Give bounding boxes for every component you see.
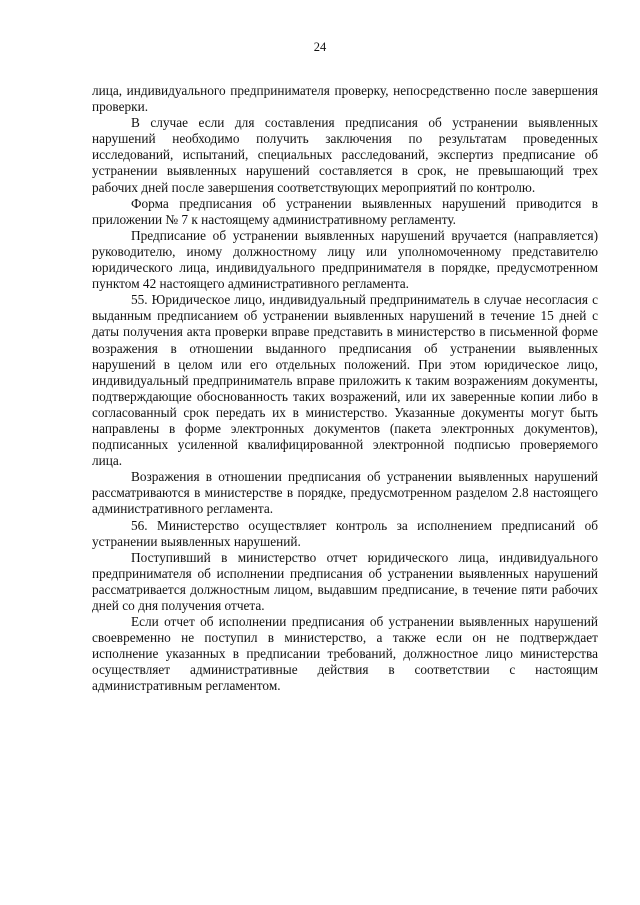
paragraph-report-missing: Если отчет об исполнении предписания об устранении выявленных нарушений своевременно не поступил в министерство, а также если он не подтверждает исполнение указанных в предписании требований, должностное лицо министерства осуществляет административные действия в соответствии с настоящим административным регламентом.: [92, 614, 598, 694]
paragraph-report-review: Поступивший в министерство отчет юридического лица, индивидуального предпринимателя об исполнении предписания об устранении выявленных нарушений рассматривается должностным лицом, выдавшим предписание, в течение пяти рабочих дней со дня получения отчета.: [92, 549, 598, 613]
paragraph-continuation: лица, индивидуального предпринимателя проверку, непосредственно после завершения проверки.: [92, 83, 598, 115]
paragraph-item-55: 55. Юридическое лицо, индивидуальный предприниматель в случае несогласия с выданным предписанием об устранении выявленных нарушений в течение 15 дней с даты получения акта проверки вправе представить в министерство в письменной форме возражения в отношении выданного предписания об устранении выявленных нарушений в целом или его отдельных положений. При этом юридическое лицо, индивидуальный предприниматель вправе приложить к таким возражениям документы, подтверждающие обоснованность таких возражений, или их заверенные копии либо в согласованный срок передать их в министерство. Указанные документы могут быть направлены в форме электронных документов (пакета электронных документов), подписанных усиленной квалифицированной электронной подписью проверяемого лица.: [92, 292, 598, 469]
document-body: [92, 83, 598, 695]
paragraph-objections-review: Возражения в отношении предписания об устранении выявленных нарушений рассматриваются в министерстве в порядке, предусмотренном разделом 2.8 настоящего административного регламента.: [92, 469, 598, 517]
paragraph-item-56: 56. Министерство осуществляет контроль за исполнением предписаний об устранении выявленных нарушений.: [92, 517, 598, 549]
paragraph-form-appendix: Форма предписания об устранении выявленных нарушений приводится в приложении № 7 к настоящему административному регламенту.: [92, 195, 598, 227]
paragraph-delivery: Предписание об устранении выявленных нарушений вручается (направляется) руководителю, иному должностному лицу или уполномоченному представителю юридического лица, индивидуального предпринимателя в порядке, предусмотренном пунктом 42 настоящего административного регламента.: [92, 227, 598, 292]
paragraph-expertise-deadline: В случае если для составления предписания об устранении выявленных нарушений необходимо получить заключения по результатам проведенных исследований, испытаний, специальных расследований, экспертиз предписание об устранении выявленных нарушений составляется в срок, не превышающий трех рабочих дней после завершения соответствующих мероприятий по контролю.: [92, 115, 598, 195]
page-number: 24: [313, 40, 327, 54]
